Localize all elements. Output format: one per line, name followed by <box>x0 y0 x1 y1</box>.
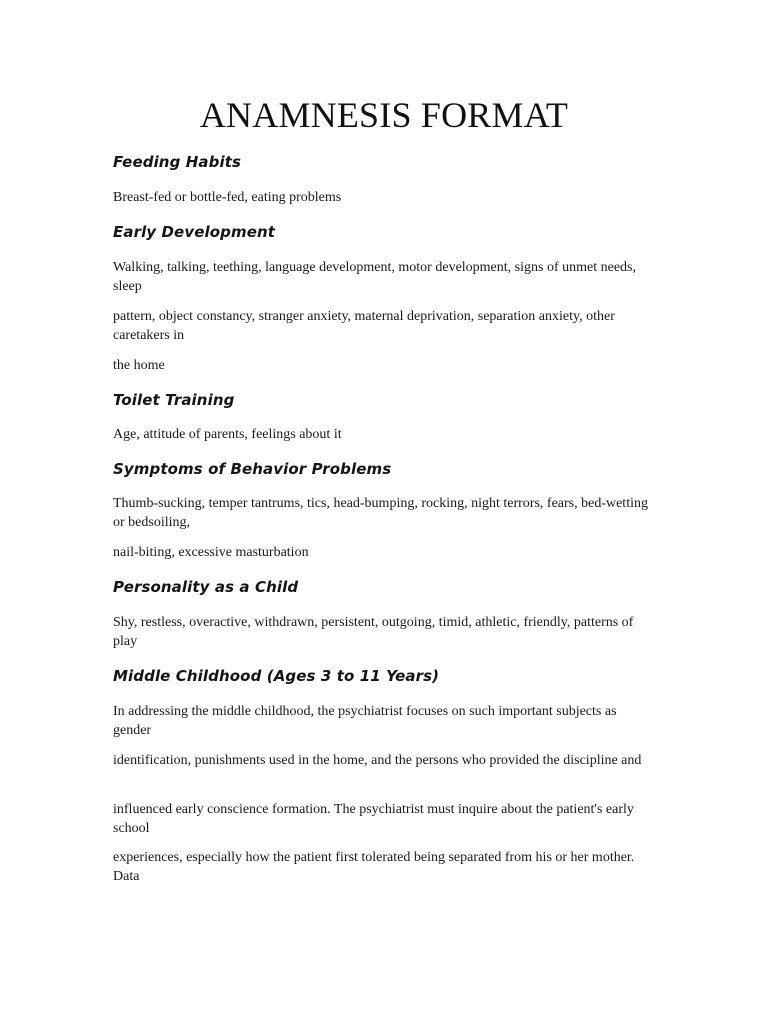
paragraph: Shy, restless, overactive, withdrawn, persistent, outgoing, timid, athletic, friendly, patterns of play <box>113 615 634 649</box>
section-heading-middle-childhood: Middle Childhood (Ages 3 to 11 Years) <box>113 667 440 685</box>
paragraph: identification, punishments used in the home, and the persons who provided the discipline and <box>113 753 642 768</box>
section-heading-toilet-training: Toilet Training <box>113 391 235 409</box>
paragraph: Walking, talking, teething, language development, motor development, signs of unmet needs, sleep <box>113 260 636 294</box>
paragraph: pattern, object constancy, stranger anxiety, maternal deprivation, separation anxiety, other caretakers in <box>113 309 615 343</box>
section-heading-early-development: Early Development <box>113 223 276 241</box>
section-heading-feeding-habits: Feeding Habits <box>113 153 241 171</box>
paragraph: experiences, especially how the patient first tolerated being separated from his or her mother. Data <box>113 850 635 884</box>
paragraph: influenced early conscience formation. The psychiatrist must inquire about the patient's early school <box>113 802 634 836</box>
section-heading-behavior-problems: Symptoms of Behavior Problems <box>113 460 392 478</box>
paragraph: Breast-fed or bottle-fed, eating problems <box>113 190 342 205</box>
paragraph: the home <box>113 358 165 373</box>
section-heading-personality: Personality as a Child <box>113 578 299 596</box>
paragraph: Thumb-sucking, temper tantrums, tics, head-bumping, rocking, night terrors, fears, bed-wetting or bedsoiling, <box>113 496 648 530</box>
page-title: ANAMNESIS FORMAT <box>199 95 569 135</box>
paragraph: nail-biting, excessive masturbation <box>113 545 309 560</box>
paragraph: Age, attitude of parents, feelings about it <box>113 427 342 442</box>
paragraph: In addressing the middle childhood, the psychiatrist focuses on such important subjects as gender <box>113 704 617 738</box>
